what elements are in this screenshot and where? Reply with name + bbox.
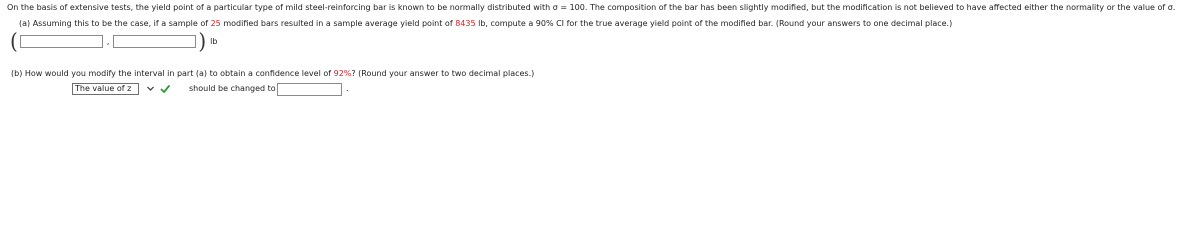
question-page [0, 0, 1200, 110]
part-b-suffix: ? (Round your answer to two decimal places.) [351, 69, 535, 78]
sample-size: 25 [210, 19, 221, 28]
ci-upper-input[interactable] [113, 35, 196, 48]
quantity-select-value: The value of z [75, 84, 132, 93]
chevron-down-icon[interactable] [146, 84, 155, 93]
intro-text-start: On the basis of extensive tests, the yield point of a particular type of mild steel-reinforcing bar is known to be normally distributed with [7, 3, 553, 12]
intro-text-end: . [1172, 3, 1176, 12]
part-b-prompt [11, 69, 534, 78]
part-a-middle2: lb, compute a 90% CI for the true average yield point of the modified bar. (Round your answers to one decimal place.) [475, 19, 953, 28]
should-be-changed-text: should be changed to [189, 84, 276, 93]
sigma-value: σ = 100 [552, 3, 585, 12]
right-paren: ) [198, 28, 207, 54]
quantity-select[interactable] [72, 83, 139, 95]
answer-period: . [346, 84, 349, 93]
sample-average: 8435 [455, 19, 476, 28]
intro-text-middle: . The composition of the bar has been slightly modified, but the modification is not believed to have affected either the normality or the value of [584, 3, 1168, 12]
ci-answer-row [10, 28, 218, 54]
problem-intro [7, 3, 1175, 12]
part-b-prefix: (b) How would you modify the interval in part (a) to obtain a confidence level of [11, 69, 334, 78]
new-value-input[interactable] [277, 83, 342, 96]
part-a-prompt [19, 19, 952, 28]
part-a-middle1: modified bars resulted in a sample average yield point of [220, 19, 456, 28]
confidence-level: 92% [333, 69, 352, 78]
part-b-answer-row [72, 83, 349, 95]
part-a-prefix: (a) Assuming this to be the case, if a sample of [19, 19, 211, 28]
checkmark-icon [160, 84, 170, 94]
ci-lower-input[interactable] [20, 35, 103, 48]
sigma-symbol: σ [1167, 3, 1173, 12]
ci-comma: , [106, 36, 110, 46]
ci-unit: lb [210, 36, 218, 46]
left-paren: ( [10, 28, 18, 54]
